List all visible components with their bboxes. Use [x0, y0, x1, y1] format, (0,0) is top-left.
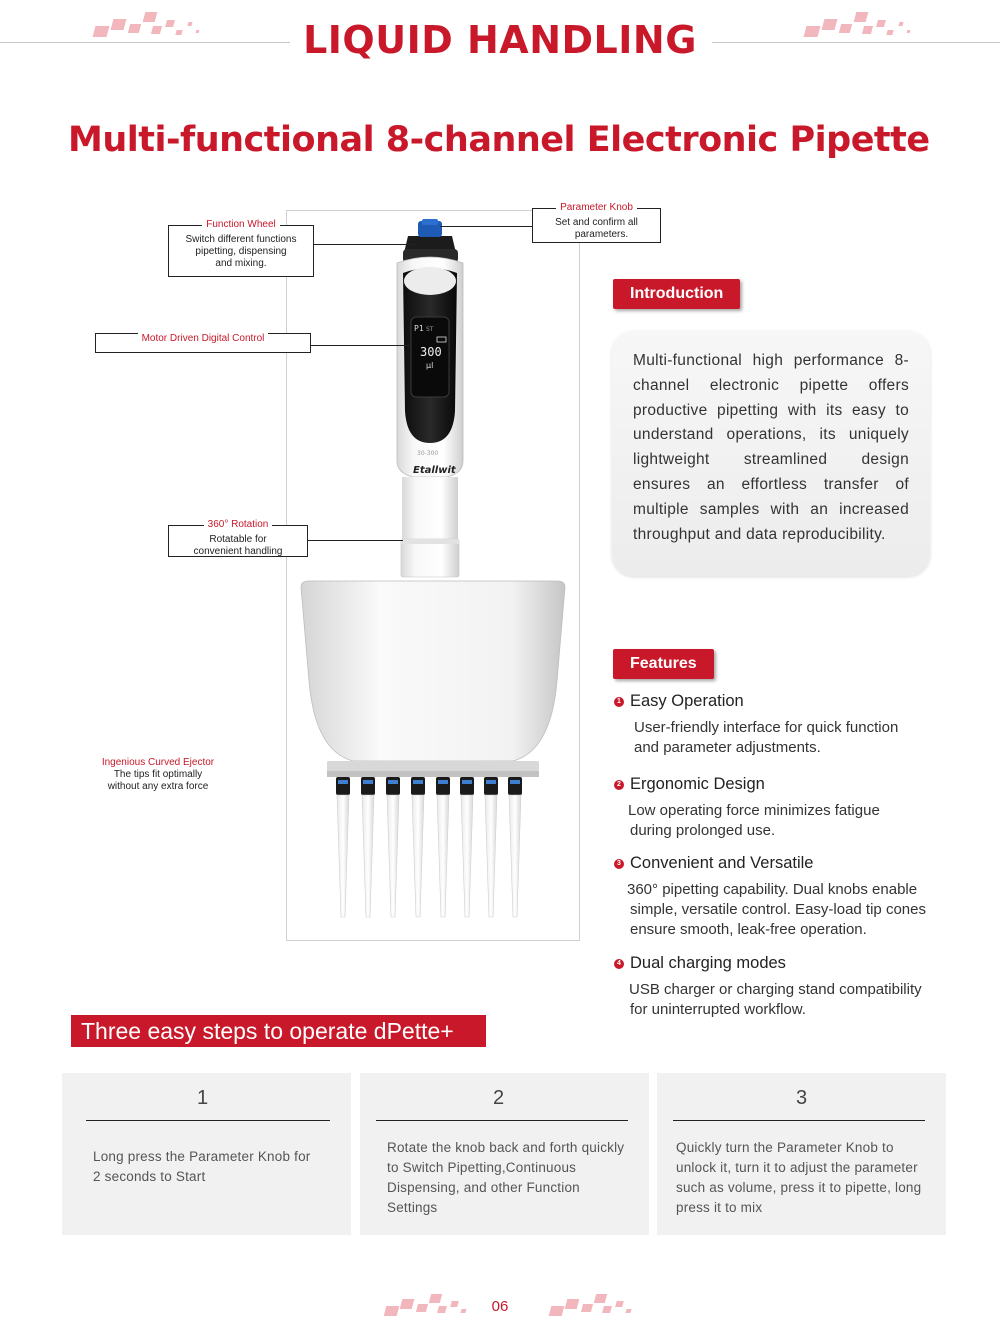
callout-ejector-title: Ingenious Curved Ejector [101, 757, 215, 768]
callout-function-wheel-title: Function Wheel [202, 219, 279, 230]
svg-text:30-300: 30-300 [417, 450, 439, 457]
features-label: Features [613, 649, 714, 679]
feature-item: 1 Easy Operation User-friendly interface for quick function and parameter adjustments. [614, 692, 974, 758]
feature-item: 3 Convenient and Versatile 360° pipetting capability. Dual knobs enable simple, versatile control. Easy-load tip cones ensure smooth, leak-free operation. [614, 854, 974, 940]
steps-title: Three easy steps to operate dPette+ [71, 1015, 486, 1047]
callout-function-wheel: Function Wheel Switch different functions pipetting, dispensing and mixing. [168, 225, 314, 277]
callout-leader-motor [311, 345, 411, 346]
step-divider [376, 1120, 628, 1121]
svg-text:P1: P1 [414, 324, 424, 333]
step-number: 3 [795, 1087, 808, 1109]
step-divider [86, 1120, 330, 1121]
decor-pattern-top-left [92, 10, 202, 40]
svg-text:μl: μl [426, 361, 434, 370]
feature-title: Easy Operation [630, 692, 744, 710]
callout-rotation: 360° Rotation Rotatable for convenient handling [168, 525, 308, 557]
step-number: 2 [492, 1087, 505, 1109]
product-title: Multi-functional 8-channel Electronic Pipette [68, 120, 930, 160]
callout-leader-rotation [308, 540, 403, 541]
decor-pattern-bottom-right [548, 1292, 658, 1322]
svg-text:ST: ST [426, 326, 434, 333]
feature-title: Convenient and Versatile [630, 854, 814, 872]
decor-pattern-top-right [803, 10, 913, 40]
step-divider [673, 1120, 925, 1121]
feature-number-badge: 4 [614, 959, 624, 969]
introduction-label: Introduction [613, 279, 740, 309]
feature-title: Dual charging modes [630, 954, 786, 972]
feature-number-badge: 1 [614, 697, 624, 707]
callout-parameter-knob: Parameter Knob Set and confirm all parameters. [532, 208, 661, 243]
callout-leader-function-wheel [314, 244, 414, 245]
callout-motor-control [95, 333, 311, 353]
pipette-tips-icon [336, 777, 522, 917]
feature-number-badge: 2 [614, 780, 624, 790]
introduction-text: Multi-functional high performance 8-channel electronic pipette offers productive pipetting with its easy to understand operations, its uniquely lightweight streamlined design ensures an effortless transfer of multiple samples with an increased throughput and data reproducibility. [612, 331, 930, 576]
feature-item: 2 Ergonomic Design Low operating force minimizes fatigue during prolonged use. [614, 775, 974, 841]
svg-text:Etallwit: Etallwit [413, 465, 456, 476]
step-text: Long press the Parameter Knob for 2 seconds to Start [93, 1149, 311, 1184]
step-card-1 [62, 1073, 351, 1235]
step-text: Quickly turn the Parameter Knob to unlock it, turn it to adjust the parameter such as volume, press it to pipette, long press it to mix [676, 1140, 922, 1215]
callout-motor-control-title: Motor Driven Digital Control [138, 333, 269, 344]
step-card-2 [360, 1073, 649, 1235]
svg-text:300: 300 [420, 345, 442, 359]
step-card-3 [657, 1073, 946, 1235]
step-number: 1 [196, 1087, 209, 1109]
feature-item: 4 Dual charging modes USB charger or charging stand compatibility for uninterrupted workflow. [614, 954, 974, 1020]
callout-rotation-title: 360° Rotation [204, 519, 273, 530]
section-title: LIQUID HANDLING [303, 18, 697, 62]
callout-leader-parameter-knob [440, 226, 532, 227]
feature-number-badge: 3 [614, 859, 624, 869]
feature-title: Ergonomic Design [630, 775, 765, 793]
callout-parameter-knob-title: Parameter Knob [556, 202, 637, 213]
callout-ejector: Ingenious Curved Ejector The tips fit optimally without any extra force [88, 757, 228, 793]
pipette-illustration [287, 211, 579, 940]
step-text: Rotate the knob back and forth quickly to Switch Pipetting,Continuous Dispensing, and other Function Settings [387, 1140, 625, 1215]
page-number: 06 [491, 1298, 509, 1315]
